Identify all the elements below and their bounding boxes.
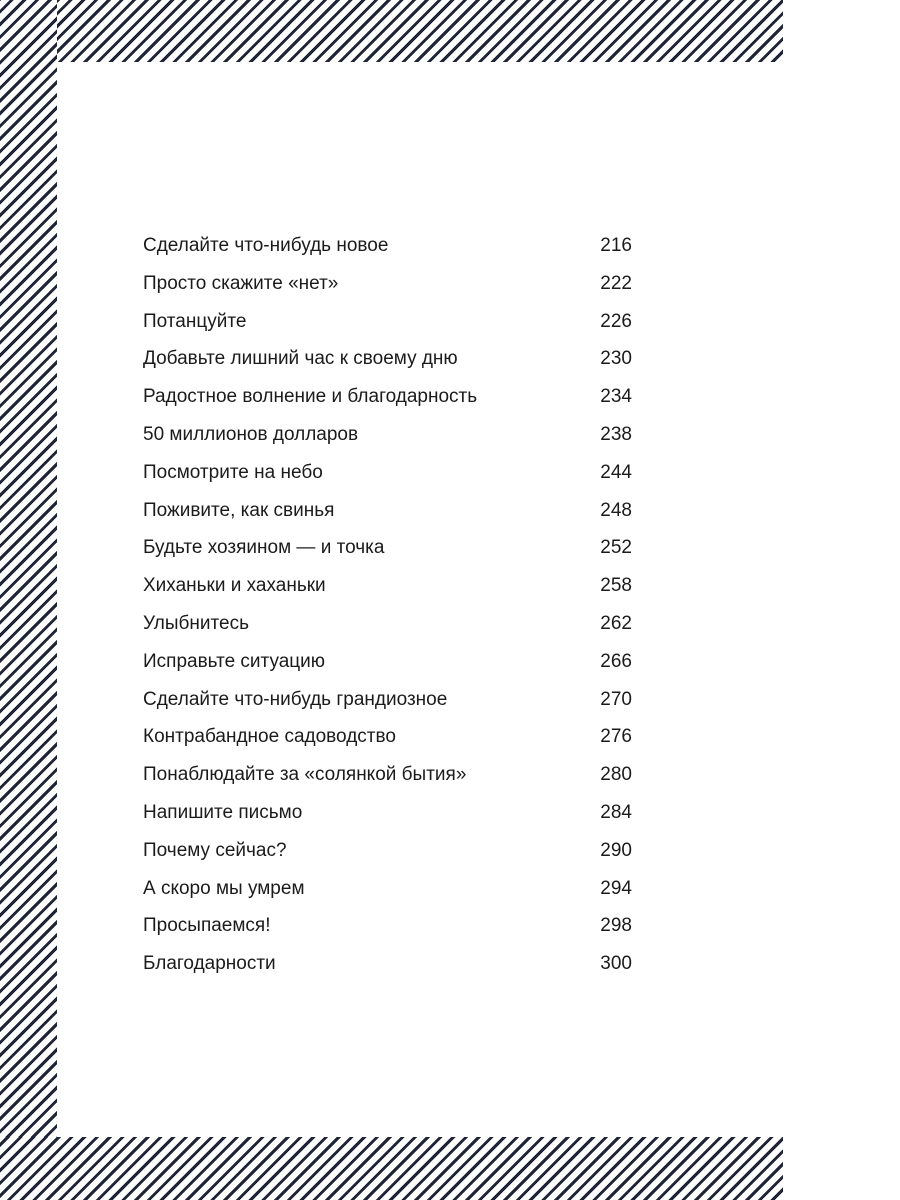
toc-entry-title: А скоро мы умрем xyxy=(143,877,305,899)
table-of-contents xyxy=(143,227,632,983)
toc-entry-title: Благодарности xyxy=(143,953,276,975)
toc-entry-title: Напишите письмо xyxy=(143,801,303,823)
toc-entry-title: Будьте хозяином — и точка xyxy=(143,537,385,559)
hatched-border-left xyxy=(0,0,57,1200)
toc-entry-title: Улыбнитесь xyxy=(143,612,249,634)
toc-entry xyxy=(143,529,632,567)
toc-entry-page: 252 xyxy=(600,537,632,559)
toc-entry xyxy=(143,756,632,794)
toc-entry-title: Радостное волнение и благодарность xyxy=(143,386,478,408)
toc-entry-title: Хиханьки и хаханьки xyxy=(143,575,326,597)
toc-entry-page: 226 xyxy=(600,310,632,332)
toc-entry xyxy=(143,605,632,643)
toc-entry-title: Добавьте лишний час к своему дню xyxy=(143,348,458,370)
toc-entry xyxy=(143,340,632,378)
toc-entry-page: 284 xyxy=(600,801,632,823)
toc-entry-title: Потанцуйте xyxy=(143,310,247,332)
toc-entry xyxy=(143,718,632,756)
toc-entry xyxy=(143,265,632,303)
toc-entry-page: 266 xyxy=(600,650,632,672)
toc-entry-title: Сделайте что-нибудь грандиозное xyxy=(143,688,448,710)
toc-entry xyxy=(143,227,632,265)
toc-entry xyxy=(143,832,632,870)
toc-entry xyxy=(143,567,632,605)
toc-entry xyxy=(143,945,632,983)
toc-entry-page: 234 xyxy=(600,386,632,408)
toc-entry-page: 290 xyxy=(600,839,632,861)
toc-entry-page: 276 xyxy=(600,726,632,748)
toc-entry-page: 280 xyxy=(600,764,632,786)
toc-entry xyxy=(143,378,632,416)
toc-entry-title: 50 миллионов долларов xyxy=(143,423,359,445)
toc-entry-title: Посмотрите на небо xyxy=(143,461,323,483)
toc-entry-title: Контрабандное садоводство xyxy=(143,726,396,748)
hatched-border-bottom xyxy=(0,1137,783,1200)
toc-entry-title: Понаблюдайте за «солянкой бытия» xyxy=(143,764,467,786)
toc-entry-page: 222 xyxy=(600,272,632,294)
toc-entry-page: 298 xyxy=(600,915,632,937)
toc-entry-page: 248 xyxy=(600,499,632,521)
toc-entry xyxy=(143,794,632,832)
toc-entry-title: Поживите, как свинья xyxy=(143,499,335,521)
toc-entry-page: 230 xyxy=(600,348,632,370)
hatched-border-top xyxy=(0,0,783,62)
toc-entry xyxy=(143,907,632,945)
toc-entry-page: 294 xyxy=(600,877,632,899)
toc-entry xyxy=(143,454,632,492)
toc-entry xyxy=(143,643,632,681)
toc-entry-page: 300 xyxy=(600,953,632,975)
toc-entry-page: 238 xyxy=(600,423,632,445)
toc-entry xyxy=(143,492,632,530)
toc-entry-page: 244 xyxy=(600,461,632,483)
toc-entry xyxy=(143,870,632,908)
toc-entry-title: Исправьте ситуацию xyxy=(143,650,326,672)
toc-entry-title: Просыпаемся! xyxy=(143,915,271,937)
toc-entry-title: Почему сейчас? xyxy=(143,839,287,861)
toc-entry-page: 262 xyxy=(600,612,632,634)
toc-entry xyxy=(143,416,632,454)
toc-entry-title: Просто скажите «нет» xyxy=(143,272,339,294)
toc-entry xyxy=(143,303,632,341)
toc-entry-page: 216 xyxy=(600,235,632,256)
toc-entry-page: 270 xyxy=(600,688,632,710)
toc-entry xyxy=(143,681,632,719)
toc-entry-title: Сделайте что-нибудь новое xyxy=(143,235,389,256)
toc-entry-page: 258 xyxy=(600,575,632,597)
